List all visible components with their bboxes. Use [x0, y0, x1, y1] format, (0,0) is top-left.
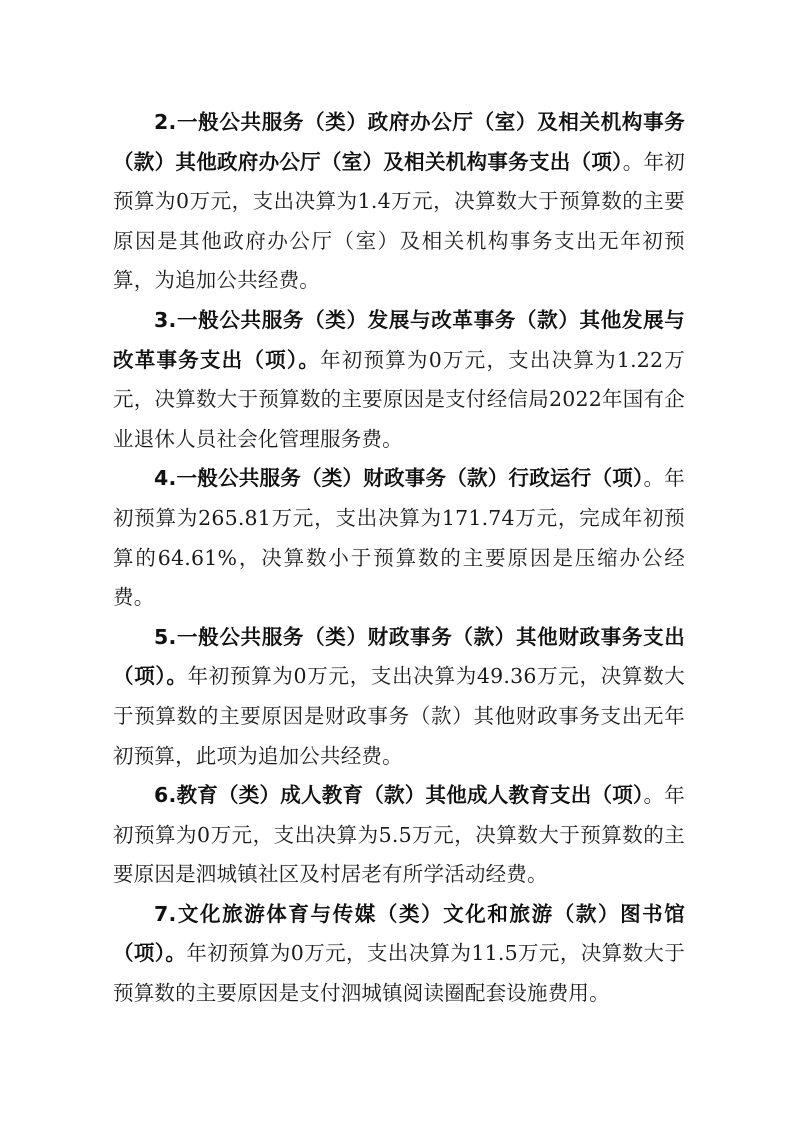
paragraph-heading: 5.一般公共服务（类）财政事务（款）其他财政事务支出（项）。	[113, 624, 685, 689]
paragraph-item-2	[113, 103, 685, 301]
paragraph-text: 。年初预算为265.81万元，支出决算为171.74万元，完成年初预算的64.61%，决算数小于预算数的主要原因是压缩办公经费。	[113, 466, 685, 610]
paragraph-heading: 4.一般公共服务（类）财政事务（款）行政运行（项）	[154, 466, 644, 491]
paragraph-item-5	[113, 618, 685, 776]
paragraph-text: 年初预算为0万元，支出决算为1.22万元，决算数大于预算数的主要原因是支付经信局2022年国有企业退休人员社会化管理服务费。	[113, 347, 685, 451]
paragraph-heading: 2.一般公共服务（类）政府办公厅（室）及相关机构事务（款）其他政府办公厅（室）及相关机构事务支出（项）	[113, 110, 685, 174]
paragraph-heading: 7.文化旅游体育与传媒（类）文化和旅游（款）图书馆（项）。	[113, 901, 685, 966]
paragraph-item-7	[113, 895, 685, 1014]
document-body	[113, 103, 685, 1014]
paragraph-heading: 6.教育（类）成人教育（款）其他成人教育支出（项）	[154, 783, 644, 808]
paragraph-text: 。年初预算为0万元，支出决算为1.4万元，决算数大于预算数的主要原因是其他政府办公厅（室）及相关机构事务支出无年初预算，为追加公共经费。	[113, 149, 685, 293]
paragraph-text: 年初预算为0万元，支出决算为11.5万元，决算数大于预算数的主要原因是支付泗城镇阅读圈配套设施费用。	[113, 941, 685, 1006]
paragraph-item-6	[113, 776, 685, 895]
paragraph-text: 年初预算为0万元，支出决算为49.36万元，决算数大于预算数的主要原因是财政事务（款）其他财政事务支出无年初预算，此项为追加公共经费。	[113, 664, 685, 768]
paragraph-text: 。年初预算为0万元，支出决算为5.5万元，决算数大于预算数的主要原因是泗城镇社区及村居老有所学活动经费。	[113, 783, 685, 887]
paragraph-item-3	[113, 301, 685, 459]
paragraph-item-4	[113, 459, 685, 617]
paragraph-heading: 3.一般公共服务（类）发展与改革事务（款）其他发展与改革事务支出（项）。	[113, 307, 685, 372]
